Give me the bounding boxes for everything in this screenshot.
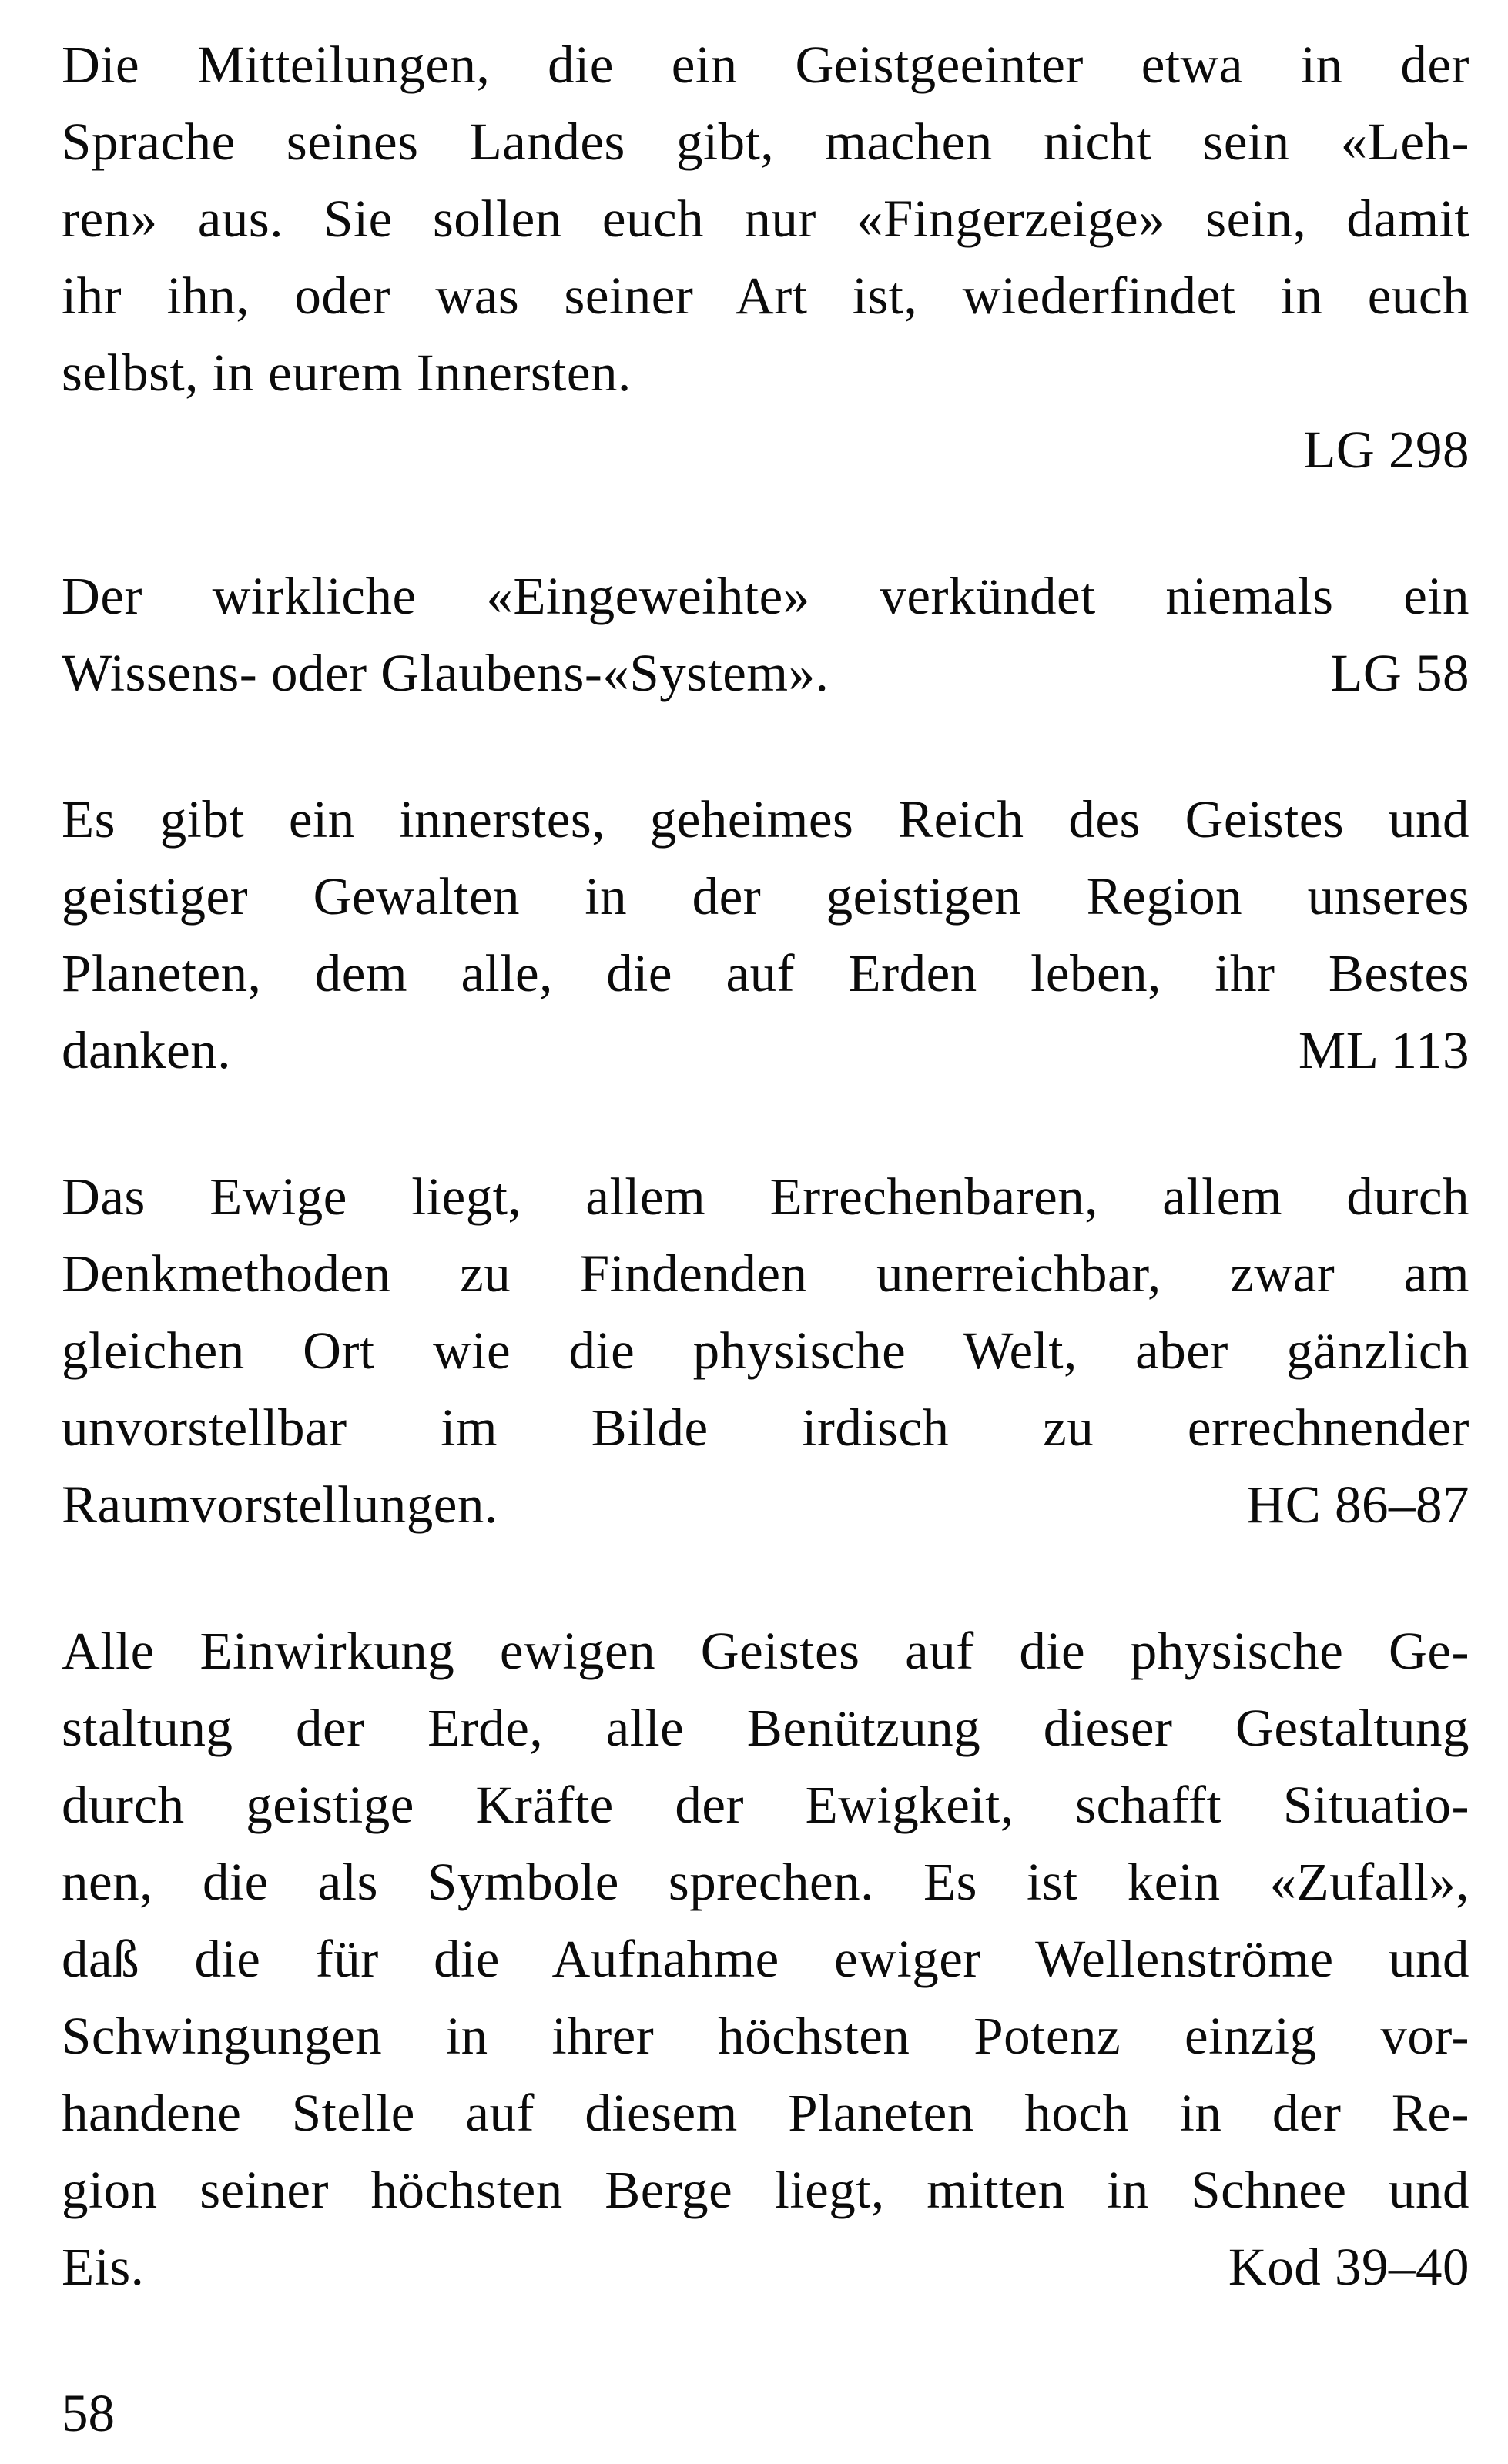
text-line: nen, die als Symbole sprechen. Es ist kein «Zufall», <box>62 1853 1469 1911</box>
text-line: unvorstellbar im Bilde irdisch zu errechnender <box>62 1398 1469 1457</box>
text-line: daß die für die Aufnahme ewiger Wellenströme und <box>62 1930 1469 1988</box>
paragraph-2 <box>62 557 1469 711</box>
last-text-line-with-reference <box>62 1466 1469 1543</box>
text-line: Es gibt ein innerstes, geheimes Reich des Geistes und <box>62 790 1469 849</box>
paragraph-1 <box>62 26 1469 488</box>
last-line-text: danken. <box>62 1021 232 1080</box>
paragraph-4 <box>62 1158 1469 1543</box>
text-line: Denkmethoden zu Findenden unerreichbar, zwar am <box>62 1244 1469 1303</box>
text-line: ihr ihn, oder was seiner Art ist, wiederfindet in euch <box>62 266 1469 325</box>
last-text-line-with-reference <box>62 1012 1469 1089</box>
last-text-line <box>62 334 1469 411</box>
reference-line <box>62 411 1469 488</box>
text-line: Sprache seines Landes gibt, machen nicht sein «Leh- <box>62 112 1469 171</box>
text-line: durch geistige Kräfte der Ewigkeit, schafft Situatio- <box>62 1776 1469 1834</box>
text-line: Schwingungen in ihrer höchsten Potenz einzig vor- <box>62 2007 1469 2065</box>
paragraph-5 <box>62 1612 1469 2305</box>
text-line: ren» aus. Sie sollen euch nur «Fingerzeige» sein, damit <box>62 189 1469 248</box>
page-number: 58 <box>62 2384 115 2442</box>
last-line-text: Eis. <box>62 2238 145 2296</box>
last-line-text: Raumvorstellungen. <box>62 1475 498 1534</box>
source-reference: ML 113 <box>1298 1021 1469 1080</box>
text-line: staltung der Erde, alle Benützung dieser Gestaltung <box>62 1699 1469 1757</box>
text-line: Die Mitteilungen, die ein Geistgeeinter etwa in der <box>62 35 1469 94</box>
text-line: geistiger Gewalten in der geistigen Region unseres <box>62 867 1469 926</box>
page-content <box>62 26 1469 2305</box>
paragraph-3 <box>62 781 1469 1089</box>
last-line-text: selbst, in eurem Innersten. <box>62 343 632 402</box>
text-line: Das Ewige liegt, allem Errechenbaren, allem durch <box>62 1167 1469 1226</box>
text-line: gion seiner höchsten Berge liegt, mitten in Schnee und <box>62 2161 1469 2219</box>
source-reference: LG 298 <box>1303 420 1469 479</box>
source-reference: LG 58 <box>1330 644 1469 702</box>
text-line: handene Stelle auf diesem Planeten hoch in der Re- <box>62 2084 1469 2142</box>
last-text-line-with-reference <box>62 634 1469 711</box>
last-text-line-with-reference <box>62 2228 1469 2305</box>
source-reference: HC 86–87 <box>1246 1475 1469 1534</box>
text-line: Planeten, dem alle, die auf Erden leben, ihr Bestes <box>62 944 1469 1003</box>
last-line-text: Wissens- oder Glaubens-«System». <box>62 644 829 702</box>
text-line: gleichen Ort wie die physische Welt, aber gänzlich <box>62 1321 1469 1380</box>
source-reference: Kod 39–40 <box>1228 2238 1469 2296</box>
text-line: Der wirkliche «Eingeweihte» verkündet niemals ein <box>62 567 1469 625</box>
text-line: Alle Einwirkung ewigen Geistes auf die physische Ge- <box>62 1622 1469 1680</box>
